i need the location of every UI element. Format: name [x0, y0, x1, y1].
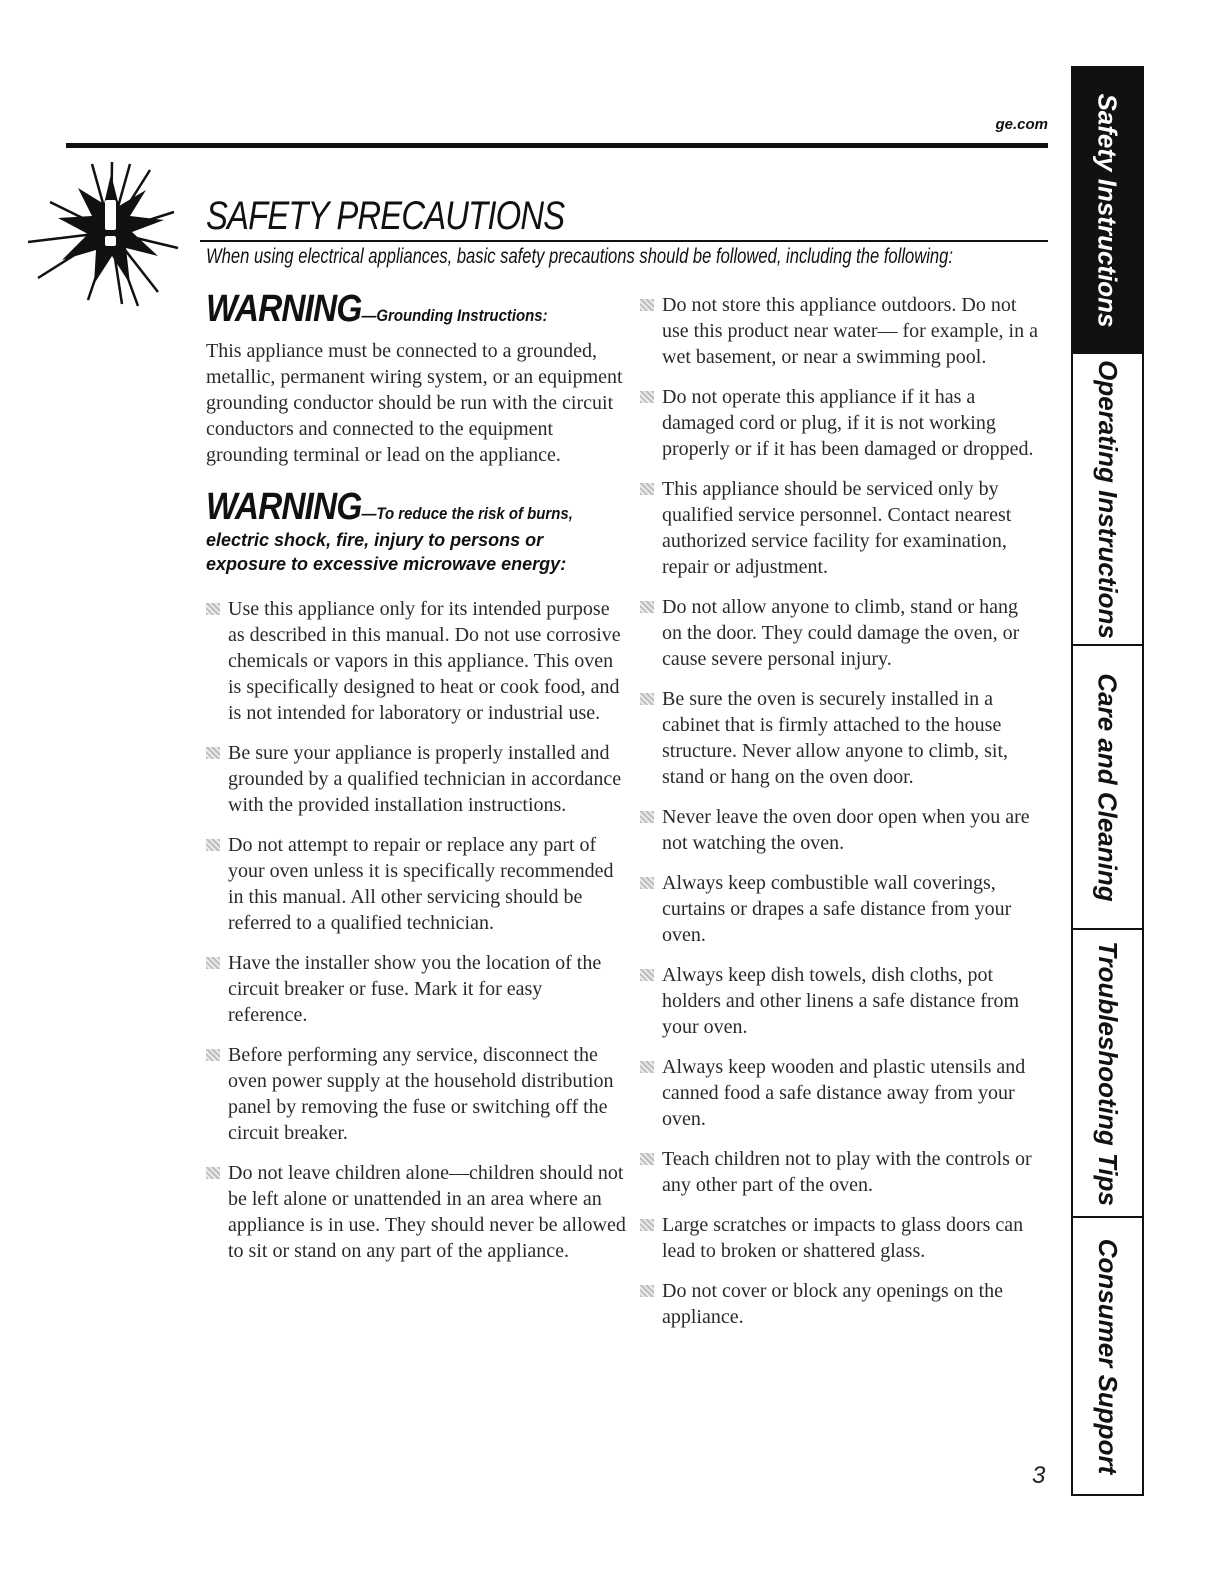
bullet-icon	[640, 299, 654, 311]
page-subtitle: When using electrical appliances, basic safety precautions should be followed, including the following:	[206, 245, 953, 268]
left-bullet-list	[206, 596, 626, 1264]
tab-label: Operating Instructions	[1093, 359, 1123, 639]
list-item	[206, 740, 626, 818]
right-bullet-list	[640, 292, 1040, 1330]
grounding-warning-heading	[206, 288, 576, 334]
header-rule	[66, 143, 1048, 148]
bullet-icon	[640, 877, 654, 889]
right-column	[640, 292, 1040, 1344]
section-tabs	[1071, 66, 1144, 1496]
list-item-text: Teach children not to play with the controls or any other part of the oven.	[662, 1148, 1032, 1196]
warning-burst-icon	[26, 160, 196, 310]
bullet-icon	[640, 969, 654, 981]
list-item-text: Do not allow anyone to climb, stand or hang on the door. They could damage the oven, or cause severe personal injury.	[662, 596, 1020, 670]
bullet-icon	[640, 693, 654, 705]
list-item-text: Never leave the oven door open when you are not watching the oven.	[662, 806, 1030, 854]
list-item	[206, 832, 626, 936]
page-title: SAFETY PRECAUTIONS	[206, 194, 565, 238]
list-item	[640, 1212, 1040, 1264]
list-item	[640, 476, 1040, 580]
bullet-icon	[640, 601, 654, 613]
list-item	[640, 1146, 1040, 1198]
tab-label: Troubleshooting Tips	[1093, 940, 1123, 1206]
list-item	[206, 1160, 626, 1264]
list-item-text: Large scratches or impacts to glass doors can lead to broken or shattered glass.	[662, 1214, 1024, 1262]
warning-subhead: —To reduce the risk of burns,	[361, 504, 573, 523]
bullet-icon	[640, 1153, 654, 1165]
list-item-text: Be sure the oven is securely installed in a cabinet that is firmly attached to the house structure. Never allow anyone to climb, sit, stand or hang on the oven door.	[662, 688, 1009, 788]
left-column	[206, 288, 626, 1278]
list-item-text: Before performing any service, disconnect the oven power supply at the household distribution panel by removing the fuse or switching off the circuit breaker.	[228, 1044, 614, 1144]
list-item-text: Do not store this appliance outdoors. Do not use this product near water— for example, in a wet basement, or near a swimming pool.	[662, 294, 1038, 368]
bullet-icon	[206, 1049, 220, 1061]
burns-warning-heading	[206, 486, 576, 528]
list-item-text: This appliance should be serviced only by qualified service personnel. Contact nearest authorized service facility for examination, repair or adjustment.	[662, 478, 1012, 578]
list-item-text: Do not leave children alone—children should not be left alone or unattended in an area where an appliance is in use. They should never be allowed to sit or stand on any part of the appliance.	[228, 1162, 626, 1262]
list-item	[206, 596, 626, 726]
list-item-text: Have the installer show you the location of the circuit breaker or fuse. Mark it for easy reference.	[228, 952, 602, 1026]
list-item	[206, 1042, 626, 1146]
page-number: 3	[1032, 1462, 1046, 1489]
list-item	[640, 384, 1040, 462]
bullet-icon	[640, 1285, 654, 1297]
list-item	[640, 686, 1040, 790]
burns-warning-continuation: electric shock, fire, injury to persons or exposure to excessive microwave energy:	[206, 530, 567, 574]
list-item-text: Do not attempt to repair or replace any part of your oven unless it is specifically recommended in this manual. All other servicing should be referred to a qualified technician.	[228, 834, 614, 934]
warning-word: WARNING	[206, 288, 362, 330]
bullet-icon	[640, 483, 654, 495]
list-item-text: Use this appliance only for its intended purpose as described in this manual. Do not use corrosive chemicals or vapors in this appliance. This oven is specifically designed to heat or cook food, and is not intended for laboratory or industrial use.	[228, 598, 621, 724]
tab-troubleshooting-tips[interactable]	[1073, 930, 1142, 1218]
tab-label: Safety Instructions	[1093, 92, 1123, 328]
bullet-icon	[206, 1167, 220, 1179]
tab-care-and-cleaning[interactable]	[1073, 646, 1142, 930]
list-item-text: Do not cover or block any openings on the appliance.	[662, 1280, 1004, 1328]
list-item	[640, 804, 1040, 856]
site-url: ge.com	[995, 116, 1048, 133]
bullet-icon	[206, 747, 220, 759]
tab-label: Consumer Support	[1093, 1238, 1124, 1474]
tab-safety-instructions[interactable]	[1073, 68, 1142, 354]
bullet-icon	[640, 811, 654, 823]
bullet-icon	[640, 1061, 654, 1073]
tab-consumer-support[interactable]	[1073, 1218, 1142, 1494]
list-item	[640, 1278, 1040, 1330]
list-item	[640, 1054, 1040, 1132]
grounding-instructions-text: This appliance must be connected to a grounded, metallic, permanent wiring system, or an equipment grounding conductor should be run with the circuit conductors and connected to the equipment grounding terminal or lead on the appliance.	[206, 340, 623, 466]
list-item-text: Be sure your appliance is properly installed and grounded by a qualified technician in accordance with the provided installation instructions.	[228, 742, 622, 816]
list-item-text: Always keep dish towels, dish cloths, pot holders and other linens a safe distance from your oven.	[662, 964, 1020, 1038]
bullet-icon	[206, 957, 220, 969]
list-item	[640, 292, 1040, 370]
warning-subhead: —Grounding Instructions:	[361, 306, 548, 325]
list-item-text: Always keep wooden and plastic utensils and canned food a safe distance away from your oven.	[662, 1056, 1026, 1130]
list-item-text: Do not operate this appliance if it has a damaged cord or plug, if it is not working properly or if it has been damaged or dropped.	[662, 386, 1034, 460]
list-item-text: Always keep combustible wall coverings, curtains or drapes a safe distance from your oven.	[662, 872, 1012, 946]
bullet-icon	[206, 603, 220, 615]
tab-label: Care and Cleaning	[1093, 672, 1123, 902]
title-rule	[200, 240, 1048, 242]
list-item	[206, 950, 626, 1028]
bullet-icon	[640, 391, 654, 403]
bullet-icon	[640, 1219, 654, 1231]
warning-word: WARNING	[206, 486, 362, 528]
list-item	[640, 962, 1040, 1040]
bullet-icon	[206, 839, 220, 851]
list-item	[640, 870, 1040, 948]
list-item	[640, 594, 1040, 672]
tab-operating-instructions[interactable]	[1073, 354, 1142, 646]
